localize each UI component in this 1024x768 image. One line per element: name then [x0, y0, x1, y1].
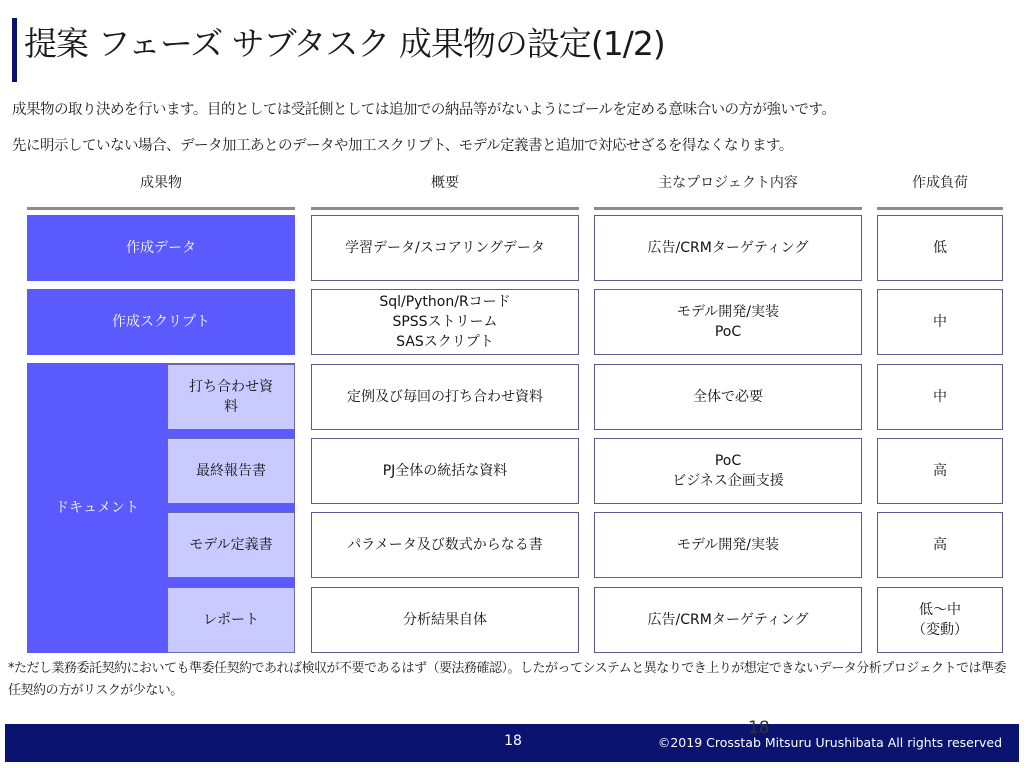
content-cell — [594, 512, 862, 578]
content-text: ビジネス企画支援 — [672, 473, 784, 489]
content-cell — [594, 364, 862, 430]
summary-text: 定例及び毎回の打ち合わせ資料 — [347, 389, 543, 405]
load-cell — [877, 512, 1003, 578]
summary-text: パラメータ及び数式からなる書 — [347, 537, 543, 553]
summary-text: 分析結果自体 — [403, 612, 487, 628]
load-text: 低 — [933, 240, 947, 256]
page-title: 提案 フェーズ サブタスク 成果物の設定(1/2) — [24, 24, 665, 63]
content-text: PoC — [714, 453, 742, 469]
summary-cell — [311, 587, 579, 653]
content-text: PoC — [714, 324, 742, 340]
load-cell — [877, 289, 1003, 355]
overlay-page-number: 18 — [748, 718, 770, 738]
summary-text: Sql/Python/Rコード — [379, 294, 511, 310]
summary-cell — [311, 289, 579, 355]
summary-cell — [311, 512, 579, 578]
header-underline — [594, 207, 862, 210]
content-text: モデル開発/実装 — [676, 304, 780, 320]
header-underline — [311, 207, 579, 210]
footer-copyright: ©2019 Crosstab Mitsuru Urushibata All rights reserved — [657, 735, 1002, 750]
document-item-name: レポート — [203, 612, 259, 628]
document-item-name: モデル定義書 — [189, 537, 273, 553]
header-underline — [877, 207, 1003, 210]
content-text: 広告/CRMターゲティング — [647, 612, 809, 628]
summary-cell — [311, 215, 579, 281]
summary-text: SPSSストリーム — [392, 314, 498, 330]
summary-text: 学習データ/スコアリングデータ — [345, 240, 545, 256]
summary-text: SASスクリプト — [396, 334, 494, 350]
load-text: 高 — [933, 537, 947, 553]
load-cell — [877, 364, 1003, 430]
header-project-content: 主なプロジェクト内容 — [658, 175, 798, 191]
document-group-label: ドキュメント — [55, 500, 139, 516]
header-load: 作成負荷 — [912, 175, 968, 191]
load-cell — [877, 438, 1003, 504]
document-item-name: 打ち合わせ資 — [189, 379, 273, 395]
load-cell — [877, 215, 1003, 281]
document-item-name: 最終報告書 — [196, 463, 266, 479]
document-item-name: 料 — [224, 399, 238, 415]
content-text: 広告/CRMターゲティング — [647, 240, 809, 256]
load-text: 中 — [933, 314, 947, 330]
footer-page-number: 18 — [504, 733, 522, 749]
content-cell — [594, 587, 862, 653]
title-accent-bar — [12, 18, 17, 82]
header-summary: 概要 — [431, 175, 459, 191]
content-cell — [594, 289, 862, 355]
document-item-meeting-materials — [167, 364, 295, 430]
header-deliverable: 成果物 — [140, 175, 182, 191]
document-item-model-definition — [167, 512, 295, 578]
summary-cell — [311, 438, 579, 504]
document-item-report — [167, 587, 295, 653]
load-cell — [877, 587, 1003, 653]
load-text: 高 — [933, 463, 947, 479]
footnote: *ただし業務委託契約においても準委任契約であれば検収が不要であるはず（要法務確認）。したがってシステムと異なりでき上りが想定できないデータ分析プロジェクトでは準委任契約の方がリスクが少ない。 — [8, 661, 1006, 698]
load-text: （変動） — [912, 622, 968, 638]
intro-line-2: 先に明示していない場合、データ加工あとのデータや加工スクリプト、モデル定義書と追加で対応せざるを得なくなります。 — [12, 138, 793, 154]
load-text: 中 — [933, 389, 947, 405]
content-text: モデル開発/実装 — [676, 537, 780, 553]
summary-cell — [311, 364, 579, 430]
load-text: 低～中 — [919, 602, 961, 618]
deliverable-created-data: 作成データ — [27, 215, 295, 281]
content-text: 全体で必要 — [693, 389, 763, 405]
deliverable-created-script: 作成スクリプト — [27, 289, 295, 355]
header-underline — [27, 207, 295, 210]
content-cell — [594, 215, 862, 281]
content-cell — [594, 438, 862, 504]
intro-line-1: 成果物の取り決めを行います。目的としては受託側としては追加での納品等がないようにゴールを定める意味合いの方が強いです。 — [12, 102, 836, 118]
summary-text: PJ全体の統括な資料 — [382, 463, 508, 479]
document-item-final-report — [167, 438, 295, 504]
